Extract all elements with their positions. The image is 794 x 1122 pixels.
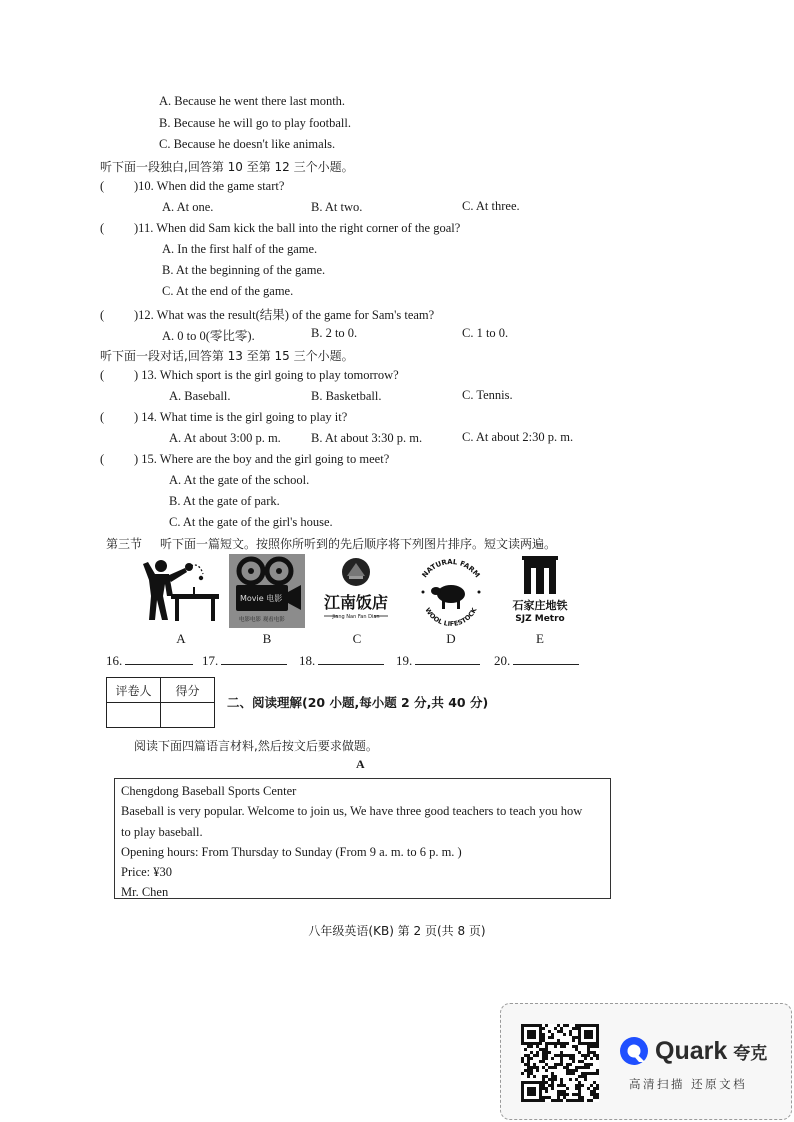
q13-option-a: A. Baseball. <box>169 389 231 403</box>
prev-option-a: A. Because he went there last month. <box>159 94 346 108</box>
grader-score-header: 得分 <box>161 678 215 703</box>
picture-b-label: B <box>262 631 272 646</box>
picture-b-subtext: 电影电影 观看电影 <box>239 617 285 623</box>
passage-line-title: Chengdong Baseball Sports Center <box>121 784 297 798</box>
question-11: ( )11. When did Sam kick the ball into the right corner of the goal? <box>100 221 461 235</box>
instruction-13-15: 听下面一段对话,回答第 13 至第 15 三个小题。 <box>100 349 354 363</box>
q15-option-a: A. At the gate of the school. <box>169 473 310 487</box>
blank-19[interactable]: 19. <box>396 652 480 669</box>
quark-brand-cn: 夸克 <box>733 1043 768 1064</box>
svg-text:NATURAL FARM <box>421 558 482 579</box>
prev-option-c: C. Because he doesn't like animals. <box>159 137 336 151</box>
question-15: ( ) 15. Where are the boy and the girl going to meet? <box>100 452 390 466</box>
question-14: ( ) 14. What time is the girl going to play it? <box>100 410 348 424</box>
picture-b-text: Movie 电影 <box>240 594 283 603</box>
picture-c-restaurant <box>316 554 396 628</box>
picture-d-farm <box>411 554 491 628</box>
q12-option-b: B. 2 to 0. <box>311 326 358 340</box>
quark-brand <box>619 1036 767 1066</box>
picture-d-arc-top: NATURAL FARM <box>420 557 482 580</box>
quark-logo-icon <box>619 1036 649 1066</box>
quark-tagline: 高清扫描 还原文档 <box>629 1077 748 1091</box>
blank-16[interactable]: 16. <box>106 652 193 669</box>
q14-option-a: A. At about 3:00 p. m. <box>169 431 281 445</box>
q12-option-a: A. 0 to 0(零比零). <box>162 329 255 343</box>
picture-e-metro <box>500 554 580 628</box>
passage-line-intro: Baseball is very popular. Welcome to join us, We have three good teachers to teach you how <box>121 804 583 819</box>
q11-option-b: B. At the beginning of the game. <box>162 263 326 277</box>
q13-option-c: C. Tennis. <box>462 388 513 402</box>
passage-line-hours: Opening hours: From Thursday to Sunday (From 9 a. m. to 6 p. m. ) <box>121 844 462 859</box>
page-footer: 八年级英语(KB) 第 2 页(共 8 页) <box>308 924 486 938</box>
question-12: ( )12. What was the result(结果) of the game for Sam's team? <box>100 308 435 322</box>
passage-line-contact: Mr. Chen <box>121 885 169 900</box>
question-10: ( )10. When did the game start? <box>100 179 285 193</box>
part2-title: 二、阅读理解(20 小题,每小题 2 分,共 40 分) <box>227 695 489 710</box>
part2-instruction: 阅读下面四篇语言材料,然后按文后要求做题。 <box>134 739 378 753</box>
picture-b-movie <box>228 554 306 628</box>
passage-a-label: A <box>356 757 365 771</box>
picture-c-title: 江南饭店 <box>323 593 389 612</box>
grader-table <box>106 677 215 728</box>
instruction-10-12: 听下面一段独白,回答第 10 至第 12 三个小题。 <box>100 160 354 174</box>
picture-a-label: A <box>176 631 186 646</box>
question-13: ( ) 13. Which sport is the girl going to play tomorrow? <box>100 368 399 382</box>
passage-a-box <box>114 778 611 899</box>
grader-reviewer-cell[interactable] <box>107 703 161 728</box>
grader-score-cell[interactable] <box>161 703 215 728</box>
section3-heading: 第三节 听下面一篇短文。按照你所听到的先后顺序将下列图片排序。短文读两遍。 <box>106 537 557 551</box>
blank-18[interactable]: 18. <box>299 652 384 669</box>
q10-option-a: A. At one. <box>162 200 214 214</box>
grader-reviewer-header: 评卷人 <box>107 678 161 703</box>
q15-option-c: C. At the gate of the girl's house. <box>169 515 333 529</box>
quark-watermark[interactable] <box>500 1003 792 1120</box>
q14-option-b: B. At about 3:30 p. m. <box>311 431 423 445</box>
q10-option-b: B. At two. <box>311 200 363 214</box>
picture-d-label: D <box>446 631 456 646</box>
q13-option-b: B. Basketball. <box>311 389 382 403</box>
svg-text:WOOL LIFESTOCK <box>423 606 478 628</box>
passage-line-intro-cont: to play baseball. <box>121 824 203 839</box>
q15-option-b: B. At the gate of park. <box>169 494 280 508</box>
q14-option-c: C. At about 2:30 p. m. <box>462 430 574 444</box>
blank-20[interactable]: 20. <box>494 652 579 669</box>
quark-brand-name: Quark <box>655 1036 728 1065</box>
picture-c-label: C <box>352 631 362 646</box>
q10-option-c: C. At three. <box>462 199 520 213</box>
blank-17[interactable]: 17. <box>202 652 287 669</box>
picture-a-table-tennis <box>141 554 221 628</box>
picture-e-subtitle: SJZ Metro <box>515 614 565 624</box>
passage-line-price: Price: ¥30 <box>121 865 173 880</box>
q11-option-a: A. In the first half of the game. <box>162 242 318 256</box>
prev-option-b: B. Because he will go to play football. <box>159 116 351 130</box>
picture-e-label: E <box>536 631 544 646</box>
q11-option-c: C. At the end of the game. <box>162 284 294 298</box>
q12-option-c: C. 1 to 0. <box>462 326 509 340</box>
qr-code-icon[interactable] <box>521 1024 599 1102</box>
picture-d-arc-bottom: WOOL LIFESTOCK <box>423 606 479 628</box>
picture-c-subtitle: Jiang Nan Fan Dian <box>332 614 380 620</box>
picture-e-title: 石家庄地铁 <box>512 599 568 612</box>
